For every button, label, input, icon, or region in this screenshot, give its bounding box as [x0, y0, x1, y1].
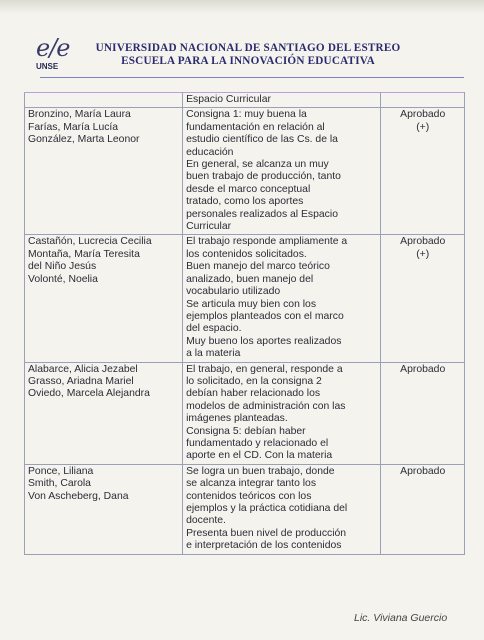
comment-cell [183, 464, 381, 554]
letterhead [34, 34, 454, 78]
header-divider [40, 77, 464, 78]
comment-line: Buen manejo del marco teórico [186, 261, 330, 273]
student-name: Volonté, Noelia [28, 273, 98, 285]
comment-line: ejemplos y la práctica cotidiana del [186, 503, 348, 514]
evaluation-table [24, 92, 465, 555]
comment-line: imágenes planteadas. [186, 413, 288, 425]
result-cell [381, 464, 465, 554]
result-cell [381, 93, 465, 108]
result-line: (+) [416, 248, 430, 260]
comment-line: se alcanza integrar tanto los [186, 478, 317, 490]
school-name: ESCUELA PARA LA INNOVACIÓN EDUCATIVA [121, 55, 375, 67]
logo-subtitle: UNSE [36, 62, 59, 71]
names-cell [25, 108, 183, 235]
student-name: Oviedo, Marcela Alejandra [28, 388, 150, 400]
signature: Lic. Viviana Guercio [354, 612, 448, 624]
comment-line: modelos de administración con las [186, 400, 346, 412]
student-name: Bronzino, María Laura [28, 109, 131, 121]
student-name: del Niño Jesús [28, 261, 97, 273]
comment-line: El trabajo, en general, responde a [186, 363, 343, 375]
comment-line: tratado, como los aportes [186, 196, 304, 208]
comment-line: analizado, buen manejo del [186, 273, 314, 285]
comment-line: Curricular [186, 221, 232, 233]
table-row [25, 464, 465, 554]
comment-line: En general, se alcanza un muy [186, 159, 329, 171]
comment-line: Muy bueno los aportes realizados [186, 335, 342, 347]
student-name: Montaña, María Teresita [28, 248, 140, 260]
logo-letters: e/e [36, 34, 70, 62]
comment-line: buen trabajo de producción, tanto [186, 171, 341, 183]
names-cell [25, 93, 183, 108]
student-name: Castañón, Lucrecia Cecilia [28, 236, 152, 248]
comment-line: docente. [186, 515, 226, 527]
student-name: Smith, Carola [28, 478, 91, 490]
table-row [25, 108, 465, 235]
comment-line: fundamentado y relacionado el [186, 437, 329, 449]
result-cell [381, 362, 465, 464]
scan-top-edge [0, 0, 484, 14]
comment-line: estudio científico de las Cs. de la [186, 134, 338, 146]
comment-line: los contenidos solicitados. [186, 248, 307, 260]
comment-line: Consigna 5: debían haber [186, 425, 306, 437]
comment-line: Presenta buen nivel de producción [186, 527, 347, 539]
comment-line: fundamentación en relación al [186, 121, 325, 133]
table-row [25, 362, 465, 464]
comment-line: personales realizados al Espacio [186, 208, 338, 220]
result-line: Aprobado [400, 109, 446, 121]
student-name: Von Ascheberg, Dana [28, 490, 129, 502]
student-name: Grasso, Ariadna Mariel [28, 375, 134, 387]
result-line: Aprobado [400, 236, 446, 248]
student-name: Farías, María Lucía [28, 121, 119, 133]
comment-line: aporte en el CD. Con la materia [186, 450, 333, 462]
names-cell [25, 362, 183, 464]
result-line: Aprobado [400, 363, 446, 375]
comment-cell [183, 362, 381, 464]
student-name: Ponce, Liliana [28, 465, 94, 477]
result-cell [381, 108, 465, 235]
comment-line: debían haber relacionado los [186, 388, 321, 400]
continuation-text: Espacio Curricular [186, 94, 271, 105]
comment-line: a la materia [186, 348, 241, 360]
comment-line: Se articula muy bien con los [186, 298, 317, 310]
comment-line: del espacio. [186, 323, 242, 335]
comment-line: educación [186, 146, 234, 158]
comment-cell [183, 235, 381, 362]
student-name: González, Marta Leonor [28, 134, 140, 146]
comment-cell [183, 108, 381, 235]
student-name: Alabarce, Alicia Jezabel [28, 363, 138, 375]
table-row [25, 235, 465, 362]
unse-logo [34, 34, 74, 76]
comment-line: Consigna 1: muy buena la [186, 109, 307, 121]
comment-line: ejemplos planteados con el marco [186, 310, 344, 322]
comment-line: vocabulario utilizado [186, 286, 281, 298]
comment-cell [183, 93, 381, 108]
comment-line: Se logra un buen trabajo, donde [186, 465, 335, 477]
result-line: Aprobado [400, 465, 446, 477]
comment-line: desde el marco conceptual [186, 183, 311, 195]
names-cell [25, 235, 183, 362]
comment-line: El trabajo responde ampliamente a [186, 236, 348, 248]
comment-line: lo solicitado, en la consigna 2 [186, 375, 322, 387]
result-line: (+) [416, 121, 430, 133]
table-row-continuation [25, 93, 465, 108]
result-cell [381, 235, 465, 362]
comment-line: contenidos teóricos con los [186, 490, 312, 502]
comment-line: e interpretación de los contenidos [186, 540, 342, 552]
university-name: UNIVERSIDAD NACIONAL DE SANTIAGO DEL ESTREO [95, 42, 401, 54]
names-cell [25, 464, 183, 554]
